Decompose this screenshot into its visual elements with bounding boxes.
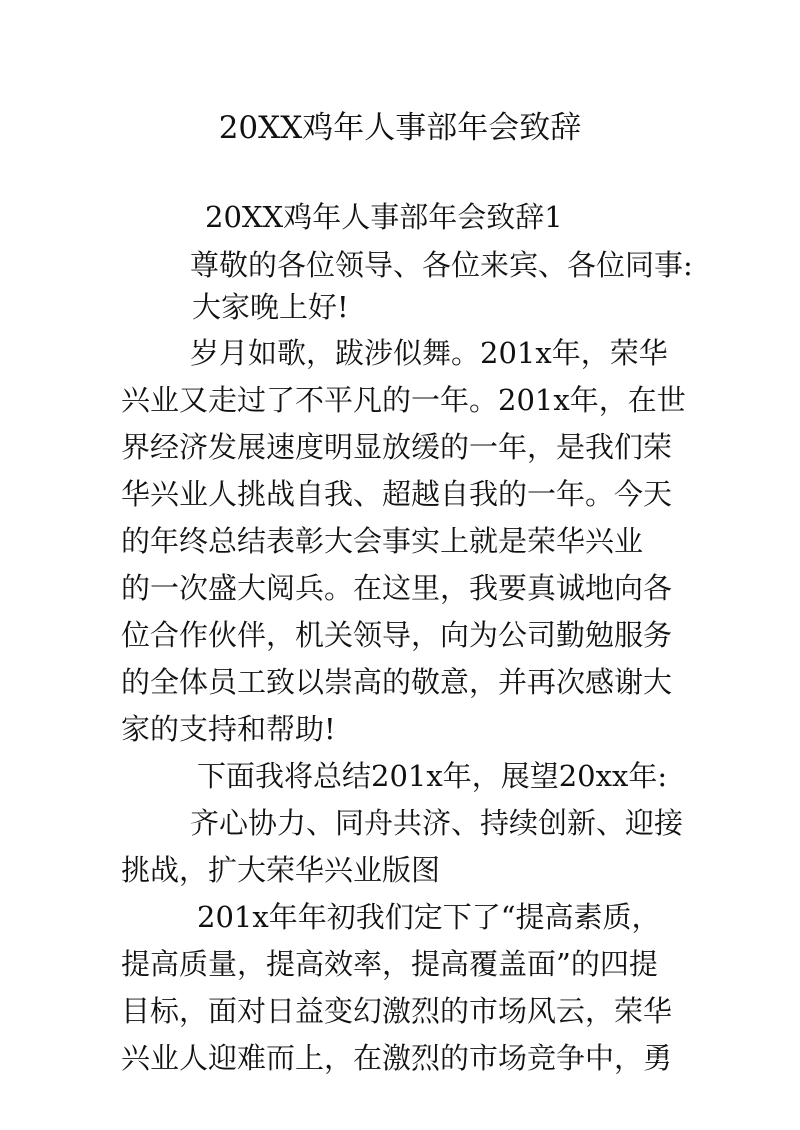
body-line: 的一次盛大阅兵。在这里，我要真诚地向各 [121,571,673,605]
body-line: 界经济发展速度明显放缓的一年，是我们荣 [121,430,673,464]
document-title: 20XX鸡年人事部年会致辞 [218,110,582,146]
body-line: 位合作伙伴，机关领导，向为公司勤勉服务 [121,618,673,652]
body-line: 家的支持和帮助! [121,712,336,746]
body-line: 201x年年初我们定下了“提高素质， [197,900,661,934]
body-line: 目标，面对日益变幻激烈的市场风云，荣华 [121,994,673,1028]
body-line: 的全体员工致以崇高的敬意，并再次感谢大 [121,665,673,699]
slogan-line: 齐心协力、同舟共济、持续创新、迎接 [190,806,684,840]
body-line: 提高质量，提高效率，提高覆盖面”的四提 [121,947,658,981]
summary-line: 下面我将总结201x年，展望20xx年: [197,759,668,793]
body-line: 华兴业人挑战自我、超越自我的一年。今天 [121,477,673,511]
slogan-line: 挑战，扩大荣华兴业版图 [121,853,441,887]
greeting-line: 大家晚上好! [192,290,349,324]
body-line: 岁月如歌，跋涉似舞。201x年，荣华 [190,336,668,370]
body-line: 兴业又走过了不平凡的一年。201x年，在世 [121,383,686,417]
salutation-line: 尊敬的各位领导、各位来宾、各位同事: [190,248,693,282]
body-line: 的年终总结表彰大会事实上就是荣华兴业 [121,524,644,558]
section-heading: 20XX鸡年人事部年会致辞1 [205,200,563,234]
body-line: 兴业人迎难而上，在激烈的市场竞争中，勇 [121,1041,673,1075]
